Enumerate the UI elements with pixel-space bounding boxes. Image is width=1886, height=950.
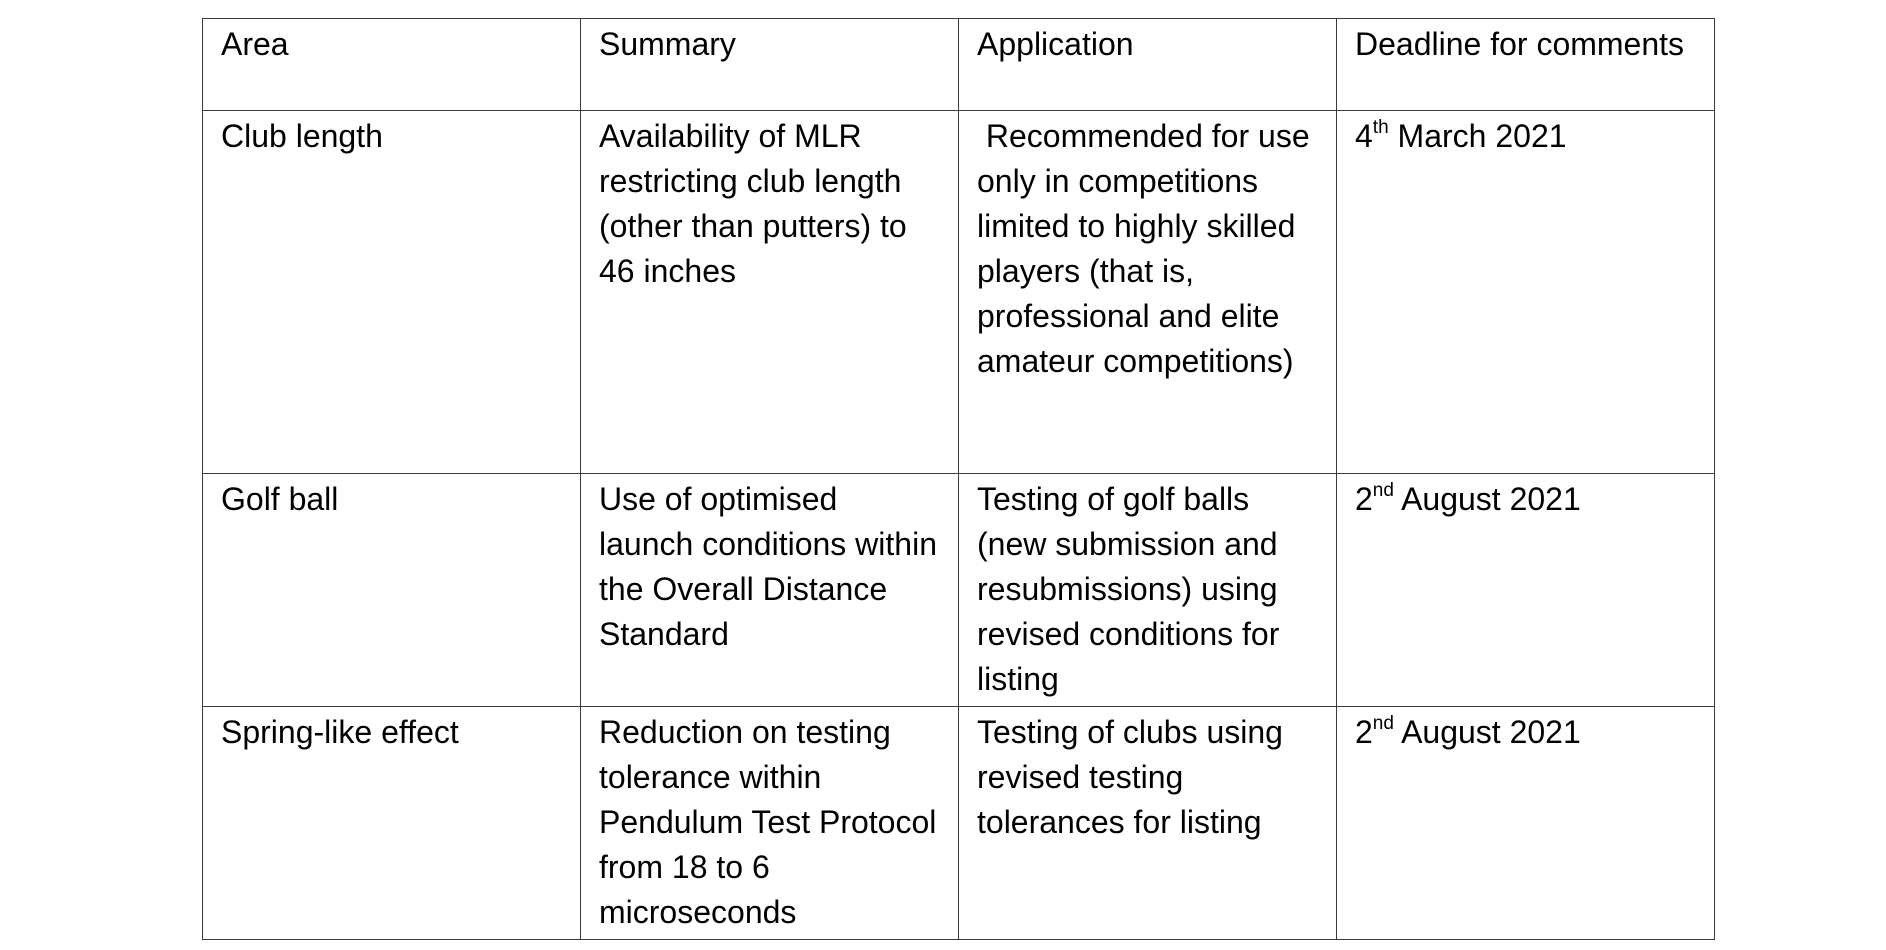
cell-application: Testing of golf balls (new submission and resubmissions) using revised conditions for listing [959,474,1337,707]
comments-table [202,18,1715,940]
deadline-day: 2 [1355,481,1373,517]
cell-application: Testing of clubs using revised testing tolerances for listing [959,707,1337,940]
deadline-rest: March 2021 [1388,118,1567,154]
cell-deadline [1337,111,1715,474]
table-header-row [203,19,1715,111]
header-application: Application [959,19,1337,111]
cell-summary: Use of optimised launch conditions within the Overall Distance Standard [581,474,959,707]
deadline-rest: August 2021 [1393,481,1581,517]
header-summary: Summary [581,19,959,111]
deadline-day-suffix: nd [1372,713,1394,735]
cell-area: Spring-like effect [203,707,581,940]
deadline-rest: August 2021 [1393,714,1581,750]
header-deadline: Deadline for comments [1337,19,1715,111]
cell-area: Club length [203,111,581,474]
deadline-day: 4 [1355,118,1373,154]
deadline-day: 2 [1355,714,1373,750]
deadline-day-suffix: nd [1372,480,1394,502]
table-row [203,474,1715,707]
deadline-day-suffix: th [1372,117,1389,139]
header-area: Area [203,19,581,111]
cell-deadline [1337,474,1715,707]
cell-summary: Reduction on testing tolerance within Pendulum Test Protocol from 18 to 6 microseconds [581,707,959,940]
table-row [203,111,1715,474]
cell-area: Golf ball [203,474,581,707]
cell-deadline [1337,707,1715,940]
cell-application: Recommended for use only in competitions limited to highly skilled players (that is, professional and elite amateur competitions) [959,111,1337,474]
cell-summary: Availability of MLR restricting club length (other than putters) to 46 inches [581,111,959,474]
table-row [203,707,1715,940]
